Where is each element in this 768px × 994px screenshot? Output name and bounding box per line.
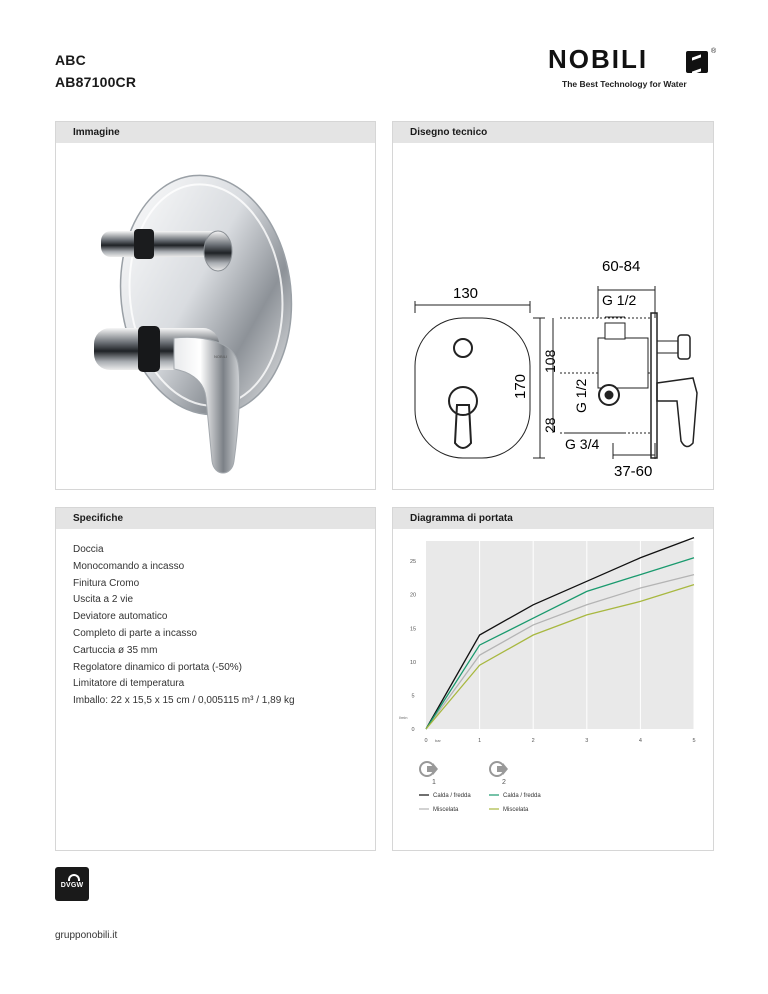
dim-height: 170 [512, 373, 529, 399]
y-tick-label: 5 [411, 693, 415, 700]
side-body [598, 338, 648, 388]
technical-drawing [393, 143, 713, 488]
x-tick-label: 3 [585, 738, 589, 744]
y-tick-label: 25 [409, 559, 417, 566]
y-unit-label: l/min [399, 715, 408, 720]
spec-item: Monocomando a incasso [73, 560, 185, 572]
y-tick-label: 0 [411, 727, 415, 733]
technical-drawing-title: Disegno tecnico [393, 122, 713, 143]
spec-item: Completo di parte a incasso [73, 627, 197, 639]
brand-name: NOBILI [548, 44, 649, 74]
image-panel-title: Immagine [56, 122, 375, 143]
legend-label-1: Calda / fredda [433, 793, 471, 799]
spec-item: Uscita a 2 vie [73, 594, 134, 606]
specs-list [73, 542, 295, 710]
spec-item: Regolatore dinamico di portata (-50%) [73, 661, 242, 673]
dim-108: 108 [542, 349, 558, 373]
legend-label-4: Miscelata [503, 807, 529, 813]
brand-logo [548, 44, 718, 90]
brand-logo-icon [686, 51, 708, 73]
dim-depth-top: 60-84 [602, 258, 641, 275]
spec-item: Finitura Cromo [73, 577, 140, 589]
legend [419, 793, 541, 813]
specs-panel [55, 507, 376, 851]
flow-chart-panel [392, 507, 714, 851]
spec-item: Imballo: 22 x 15,5 x 15 cm / 0,005115 m³ / 1,89 kg [73, 695, 295, 707]
x-tick-label: 2 [531, 738, 535, 744]
spec-item: Cartuccia ø 35 mm [73, 644, 158, 656]
faucet-brand-text: NOBILI [214, 354, 228, 359]
specs-title: Specifiche [56, 508, 375, 529]
dim-thread-top: G 1/2 [602, 292, 637, 308]
side-knob [657, 341, 678, 353]
front-lever [455, 405, 471, 448]
dim-width: 130 [453, 285, 479, 302]
product-code: AB87100CR [55, 74, 137, 90]
dim-thread-side: G 1/2 [573, 378, 589, 413]
product-photo [56, 143, 375, 488]
diverter-hole [454, 339, 472, 357]
dvgw-badge-text: DVGW [60, 882, 84, 889]
image-panel [55, 121, 376, 490]
mixer-hole [449, 387, 477, 415]
legend-label-3: Calda / fredda [503, 793, 541, 799]
x-unit-label: bar [435, 738, 441, 743]
outlet-label-2: 2 [502, 779, 506, 786]
outlet-icon-2 [490, 762, 508, 786]
dim-depth-bottom: 37-60 [614, 463, 653, 480]
x-tick-label: 0 [424, 738, 428, 744]
side-plate [651, 313, 657, 458]
product-name: ABC [55, 52, 86, 68]
flow-chart [393, 529, 713, 849]
x-tick-label: 1 [478, 738, 482, 744]
y-tick-label: 20 [409, 592, 417, 599]
x-tick-label: 5 [692, 738, 696, 744]
website-link[interactable]: gruppon​obili.it [55, 930, 118, 941]
outlet-icon-1 [420, 762, 438, 786]
dvgw-certification-badge [55, 867, 89, 901]
brand-tagline: The Best Technology for Water [562, 79, 687, 89]
spec-item: Doccia [73, 544, 104, 555]
y-tick-label: 15 [409, 626, 417, 633]
dim-thread-bottom: G 3/4 [565, 436, 600, 452]
flow-chart-title: Diagramma di portata [393, 508, 713, 529]
outlet-label-1: 1 [432, 779, 436, 786]
dim-28: 28 [542, 417, 558, 433]
registered-mark: ® [711, 48, 717, 55]
y-tick-label: 10 [409, 659, 417, 666]
spec-item: Limitatore di temperatura [73, 678, 185, 690]
plot-area [426, 541, 694, 729]
side-lever [657, 378, 697, 447]
technical-drawing-panel [392, 121, 714, 490]
legend-label-2: Miscelata [433, 807, 459, 813]
x-tick-label: 4 [638, 738, 642, 744]
spec-item: Deviatore automatico [73, 611, 168, 623]
